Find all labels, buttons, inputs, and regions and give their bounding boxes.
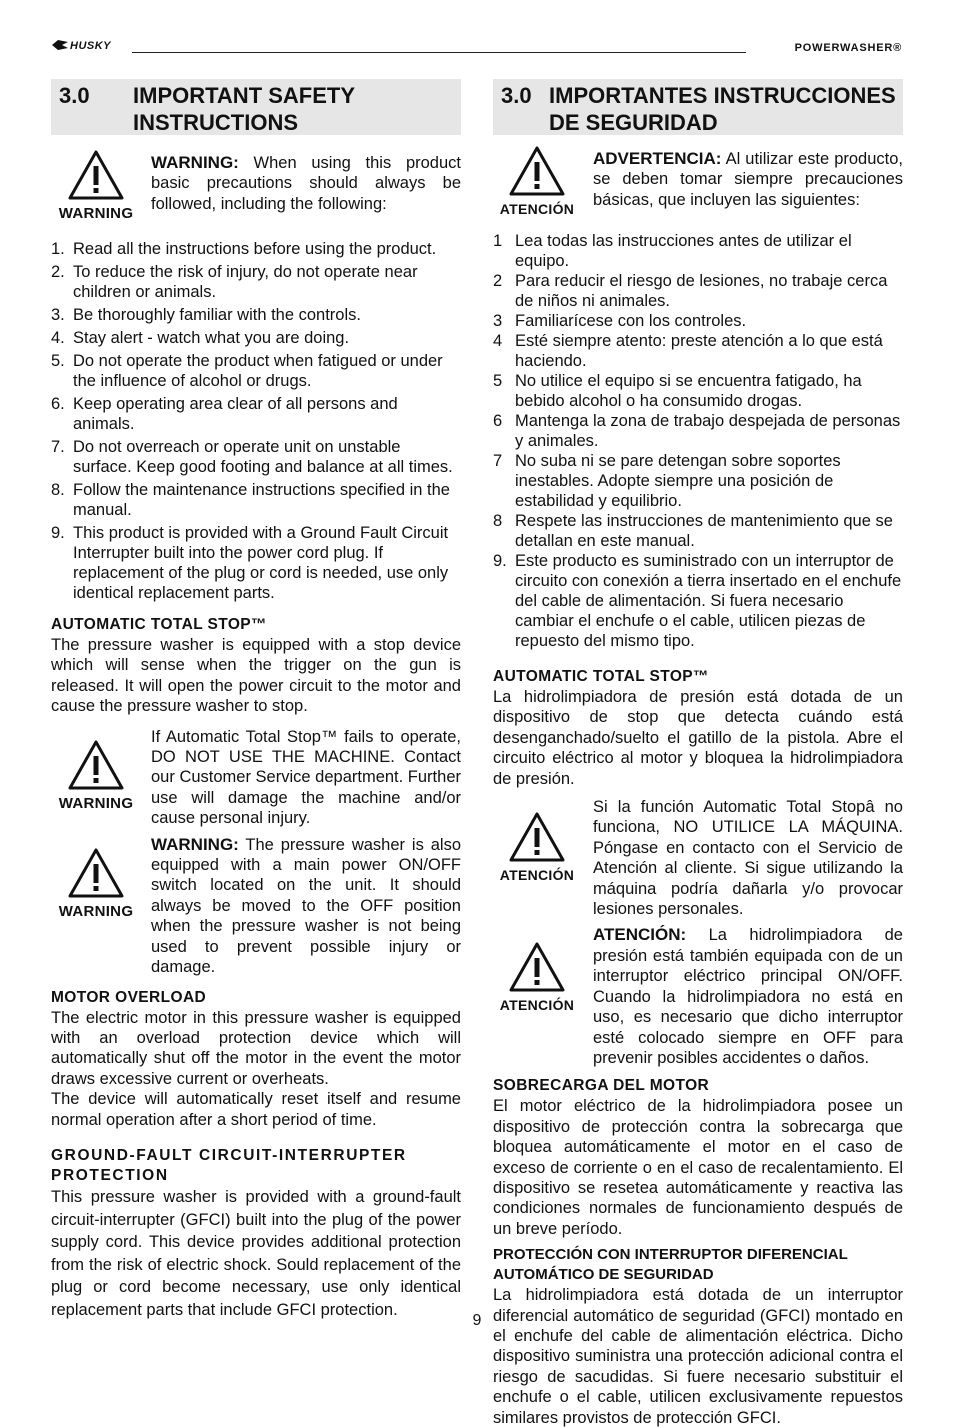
ats-warning-text: If Automatic Total Stop™ fails to operate, DO NOT USE THE MACHINE. Contact our Customer Service department. Further use will damage the machine and/or cause personal injury. xyxy=(151,727,461,828)
intro-warning xyxy=(493,149,903,215)
safety-list xyxy=(493,231,903,651)
gfci-heading: PROTECCIÓN CON INTERRUPTOR DIFERENCIAL AUTOMÁTICO DE SEGURIDAD xyxy=(493,1246,848,1284)
intro-text xyxy=(151,153,461,214)
ats-warning xyxy=(51,727,461,829)
list-item: 4 Esté siempre atento: preste atención a lo que está haciendo. xyxy=(493,332,883,370)
switch-warning xyxy=(493,925,903,1068)
list-item: 2 Para reducir el riesgo de lesiones, no trabaje cerca de niños ni animales. xyxy=(493,272,888,310)
english-column xyxy=(51,79,461,1322)
section-number: 3.0 xyxy=(501,83,532,108)
motor-text: The electric motor in this pressure washer is equipped with an overload protection device which will automatically shut off the motor in the event the motor draws excessive current or overheats. xyxy=(51,1008,461,1088)
warning-label: ATENCIÓN xyxy=(499,201,575,217)
intro-bold: WARNING: xyxy=(151,153,239,172)
section-title-text: IMPORTANTES INSTRUCCIONES DE SEGURIDAD xyxy=(549,83,896,135)
warning-triangle-icon xyxy=(508,145,566,197)
section-title-text: IMPORTANT SAFETY INSTRUCTIONS xyxy=(133,83,355,135)
warning-icon-group xyxy=(51,847,141,920)
motor-heading: MOTOR OVERLOAD xyxy=(51,988,207,1006)
motor-text: El motor eléctrico de la hidrolimpiadora posee un dispositivo de protección contra la sobrecarga que bloquea automáticamente el motor en el caso de exceso de corriente o en el caso de recalentamiento. El dispositivo se resetea automáticamente y reactiva las condiciones normales de funcionamiento después de un breve período. xyxy=(493,1097,903,1238)
warning-icon-group xyxy=(51,149,141,222)
switch-warning-text: ATENCIÓN: La hidrolimpiadora de presión está también equipada con de un interruptor eléctrico principal ON/OFF. Cuando la hidrolimpiadora no está en uso, es necesario que dicho interruptor esté colocado siempre en OFF para prevenir posibles accidentes o daños. xyxy=(593,925,903,1067)
list-item: 5 No utilice el equipo si se encuentra fatigado, ha bebido alcohol o ha consumido drogas. xyxy=(493,372,862,410)
gfci-text: This pressure washer is provided with a ground-fault circuit-interrupter (GFCI) built into the plug of the power supply cord. This device provides additional protection from the risk of electric shock. Sould replacement of the plug or cord become necessary, use only identical replacement parts that include GFCI protection. xyxy=(51,1187,461,1319)
ats-heading: AUTOMATIC TOTAL STOP™ xyxy=(51,616,267,633)
list-item: 7. Do not overreach or operate unit on unstable surface. Keep good footing and balance at all times. xyxy=(51,438,453,476)
section-number: 3.0 xyxy=(59,83,90,108)
list-item: 9. Este producto es suministrado con un interruptor de circuito con conexión a tierra insertado en el enchufe del cable de alimentación. Si fuera necesario cambiar el enchufe o el cable, utilicen piezas de repuesto del mismo tipo. xyxy=(493,552,902,650)
brand-name: HUSKY xyxy=(70,40,112,52)
section-title xyxy=(51,79,461,135)
ats-text: La hidrolimpiadora de presión está dotada de un dispositivo de stop que detecta cuándo está desenganchado/suelto el gatillo de la pistola. Abre el circuito eléctrico al motor y bloquea la hidrolimpiadora de presión. xyxy=(493,688,903,788)
gfci-heading: GROUND-FAULT CIRCUIT-INTERRUPTER PROTECTION xyxy=(51,1146,407,1184)
intro-text: ADVERTENCIA: Al utilizar este producto, se deben tomar siempre precauciones básicas, que incluyen las siguientes: xyxy=(593,149,903,209)
warning-label: WARNING xyxy=(58,794,134,812)
list-item: 6. Keep operating area clear of all persons and animals. xyxy=(51,395,398,433)
intro-body: When using this product basic precautions should always be followed, including the following: xyxy=(151,154,461,213)
spanish-column xyxy=(493,79,903,1428)
list-item: 3 Familiarícese con los controles. xyxy=(493,312,747,330)
gfci-text: La hidrolimpiadora está dotada de un interruptor diferencial automático de seguridad (GFCI) montado en el enchufe del cable de alimentación eléctrica. Dicho dispositivo suministra una protección adicional contra el riesgo de sacudidas. Si fuere necesario substituir el enchufe o el cable, utilicen exclusivamente repuestos similares provistos de protección GFCI. xyxy=(493,1286,903,1427)
warning-label: WARNING xyxy=(58,205,134,222)
warning-label: ATENCIÓN xyxy=(499,867,575,884)
warning-triangle-icon xyxy=(508,941,566,993)
warning-label: WARNING xyxy=(58,902,134,920)
warning-label: ATENCIÓN xyxy=(499,997,575,1014)
section-title xyxy=(493,79,903,135)
list-item: 7 No suba ni se pare detengan sobre soportes inestables. Adopte siempre una posición de estabilidad y equilibrio. xyxy=(493,452,841,510)
warning-icon-group xyxy=(51,739,141,812)
warning-icon-group xyxy=(493,811,581,883)
page-header xyxy=(52,36,902,58)
warning-triangle-icon xyxy=(508,811,566,863)
list-item: 1 Lea todas las instrucciones antes de utilizar el equipo. xyxy=(493,232,852,270)
warning-icon-group xyxy=(493,941,581,1013)
list-item: 2. To reduce the risk of injury, do not operate near children or animals. xyxy=(51,263,418,301)
list-item: 1. Read all the instructions before using the product. xyxy=(51,240,437,258)
ats-warning xyxy=(493,797,903,919)
warning-icon-group xyxy=(493,145,581,217)
list-item: 8 Respete las instrucciones de mantenimiento que se detallan en este manual. xyxy=(493,512,893,550)
husky-logo xyxy=(52,40,111,52)
ats-warning-text: Si la función Automatic Total Stopâ no funciona, NO UTILICE LA MÁQUINA. Póngase en contacto con el Servicio de Atención al cliente. Si sigue utilizando la máquina podría dañarla y/o provocar lesiones personales. xyxy=(593,798,903,919)
warning-triangle-icon xyxy=(67,739,125,791)
switch-warning-text: WARNING: The pressure washer is also equipped with a main power ON/OFF switch located on the unit. It should always be moved to the OFF position when the pressure washer is not being used to prevent possible injury or damage. xyxy=(151,834,461,977)
motor-text-2: The device will automatically reset itself and resume normal operation after a short period of time. xyxy=(51,1090,461,1129)
header-rule xyxy=(132,52,746,53)
warning-triangle-icon xyxy=(67,149,125,201)
list-item: 6 Mantenga la zona de trabajo despejada de personas y animales. xyxy=(493,412,901,450)
intro-warning xyxy=(51,153,461,222)
warning-triangle-icon xyxy=(67,847,125,899)
list-item: 3. Be thoroughly familiar with the controls. xyxy=(51,306,361,324)
safety-list xyxy=(51,239,461,603)
list-item: 4. Stay alert - watch what you are doing. xyxy=(51,329,350,347)
switch-warning xyxy=(51,835,461,978)
ats-heading: AUTOMATIC TOTAL STOP™ xyxy=(493,668,709,685)
husky-mark-icon xyxy=(52,40,68,50)
list-item: 8. Follow the maintenance instructions specified in the manual. xyxy=(51,481,450,519)
list-item: 9. This product is provided with a Ground Fault Circuit Interrupter built into the power cord plug. If replacement of the plug or cord is needed, use only identical replacement parts. xyxy=(51,524,449,602)
product-name: POWERWASHER® xyxy=(794,42,902,54)
page-number: 9 xyxy=(472,1312,482,1329)
ats-text: The pressure washer is equipped with a stop device which will sense when the trigger on the gun is released. It will open the power circuit to the motor and cause the pressure washer to stop. xyxy=(51,636,461,716)
list-item: 5. Do not operate the product when fatigued or under the influence of alcohol or drugs. xyxy=(51,352,443,390)
motor-heading: SOBRECARGA DEL MOTOR xyxy=(493,1077,710,1095)
